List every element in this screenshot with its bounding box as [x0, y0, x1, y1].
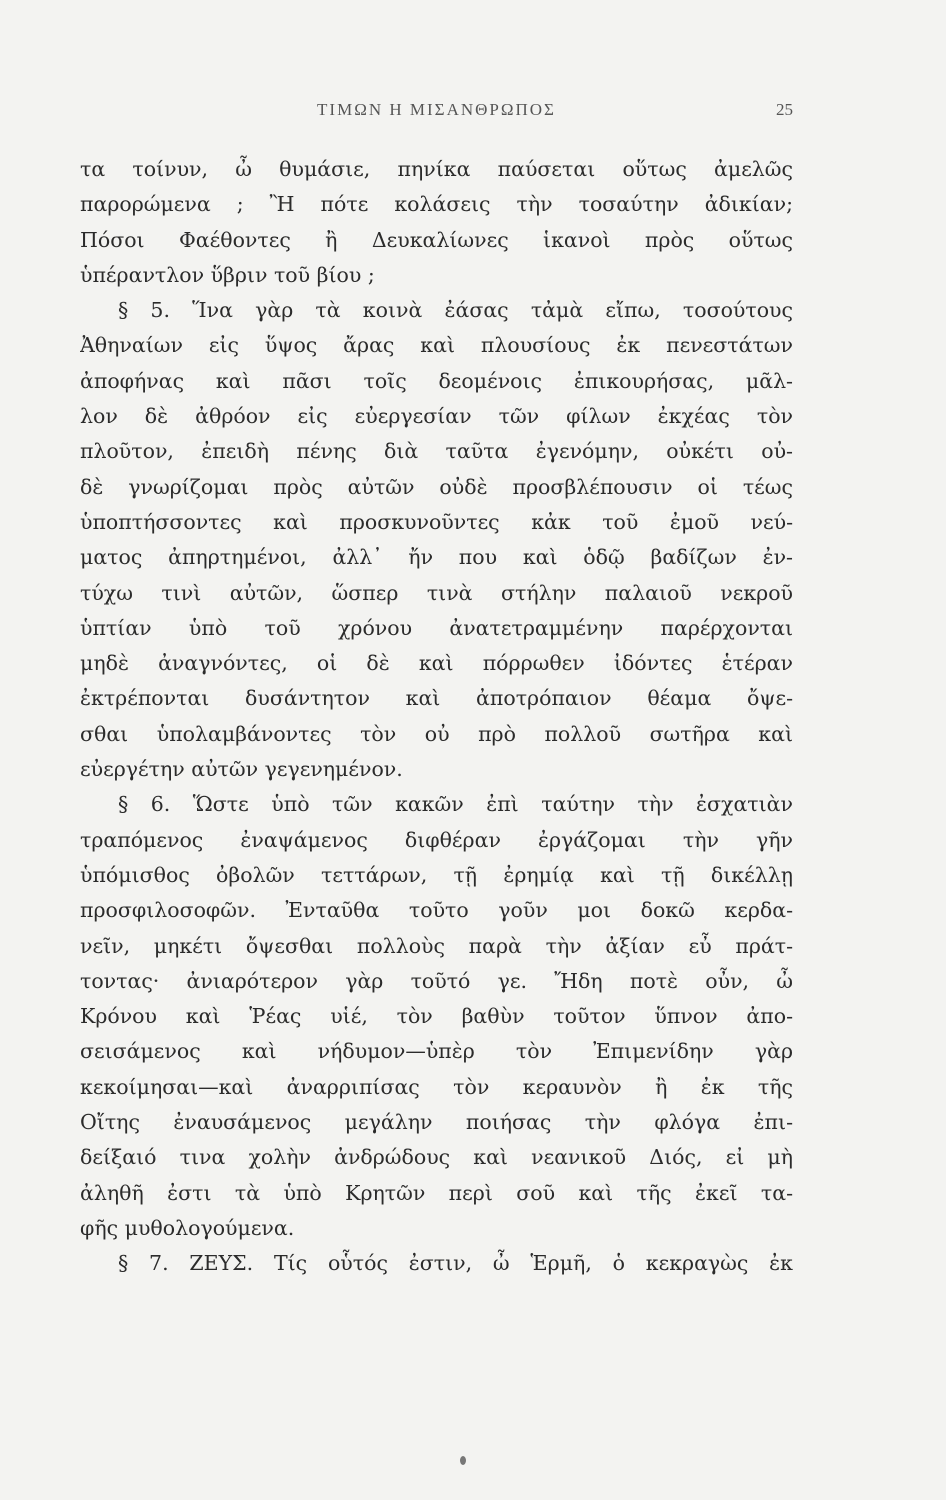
- page-number: 25: [776, 100, 793, 119]
- text-line: προσφιλοσοφῶν. Ἐνταῦθα τοῦτο γοῦν μοι δοκῶ κερδα-: [80, 898, 793, 923]
- text-line: τα τοίνυν, ὦ θυμάσιε, πηνίκα παύσεται οὕτως ἀμελῶς: [80, 157, 793, 181]
- text-line: § 6. Ὥστε ὑπὸ τῶν κακῶν ἐπὶ ταύτην τὴν ἐσχατιὰν: [118, 792, 793, 817]
- text-line: ματος ἀπηρτημένοι, ἀλλ᾽ ἤν που καὶ ὁδῷ βαδίζων ἐν-: [80, 545, 793, 570]
- body-text: [80, 152, 793, 1282]
- text-line: τραπόμενος ἐναψάμενος διφθέραν ἐργάζομαι τὴν γῆν: [80, 827, 793, 852]
- text-line: ἀληθῆ ἐστι τὰ ὑπὸ Κρητῶν περὶ σοῦ καὶ τῆς ἐκεῖ τα-: [80, 1180, 793, 1205]
- text-line: παρορώμενα ; Ἢ πότε κολάσεις τὴν τοσαύτην ἀδικίαν;: [80, 192, 793, 217]
- text-line: § 5. Ἵνα γὰρ τὰ κοινὰ ἐάσας τἀμὰ εἴπω, τοσούτους: [118, 298, 793, 323]
- running-title: ΤΙΜΩΝ Η ΜΙΣΑΝΘΡΩΠΟΣ: [317, 100, 556, 119]
- text-line: μηδὲ ἀναγνόντες, οἱ δὲ καὶ πόρρωθεν ἰδόντες ἑτέραν: [80, 651, 793, 676]
- page-header: [80, 100, 793, 140]
- text-line: λον δὲ ἀθρόον εἰς εὐεργεσίαν τῶν φίλων ἐκχέας τὸν: [80, 404, 793, 429]
- text-line: ὑπέραντλον ὕβριν τοῦ βίου ;: [80, 262, 375, 287]
- text-line: σεισάμενος καὶ νήδυμον—ὑπὲρ τὸν Ἐπιμενίδην γὰρ: [80, 1039, 793, 1064]
- text-line: εὐεργέτην αὐτῶν γεγενημένον.: [80, 757, 403, 782]
- text-line: ὑπόμισθος ὀβολῶν τεττάρων, τῇ ἐρημίᾳ καὶ τῇ δικέλλῃ: [80, 862, 793, 887]
- text-line: Οἴτης ἐναυσάμενος μεγάλην ποιήσας τὴν φλόγα ἐπι-: [80, 1110, 793, 1135]
- text-line: Ἀθηναίων εἰς ὕψος ἄρας καὶ πλουσίους ἐκ πενεστάτων: [80, 333, 793, 358]
- text-line: ἀποφήνας καὶ πᾶσι τοῖς δεομένοις ἐπικουρήσας, μᾶλ-: [80, 368, 793, 393]
- text-line: δείξαιό τινα χολὴν ἀνδρώδους καὶ νεανικοῦ Διός, εἰ μὴ: [80, 1145, 793, 1170]
- text-line: τύχω τινὶ αὐτῶν, ὥσπερ τινὰ στήλην παλαιοῦ νεκροῦ: [80, 580, 793, 605]
- text-line: σθαι ὑπολαμβάνοντες τὸν οὐ πρὸ πολλοῦ σωτῆρα καὶ: [80, 721, 793, 746]
- text-line: τοντας· ἀνιαρότερον γὰρ τοῦτό γε. Ἤδη ποτὲ οὖν, ὦ: [80, 968, 793, 993]
- text-line: φῆς μυθολογούμενα.: [80, 1215, 295, 1240]
- text-line: § 7. ΖΕΥΣ. Τίς οὗτός ἐστιν, ὦ Ἑρμῆ, ὁ κεκραγὼς ἐκ: [118, 1251, 793, 1276]
- text-line: Πόσοι Φαέθοντες ἢ Δευκαλίωνες ἱκανοὶ πρὸς οὕτως: [80, 227, 793, 252]
- text-line: Κρόνου καὶ Ῥέας υἱέ, τὸν βαθὺν τοῦτον ὕπνον ἀπο-: [80, 1004, 793, 1029]
- text-line: πλοῦτον, ἐπειδὴ πένης διὰ ταῦτα ἐγενόμην, οὐκέτι οὐ-: [80, 439, 793, 464]
- text-line: κεκοίμησαι—καὶ ἀναρριπίσας τὸν κεραυνὸν ἢ ἐκ τῆς: [80, 1074, 793, 1099]
- ink-spot: [460, 1456, 466, 1465]
- text-line: νεῖν, μηκέτι ὄψεσθαι πολλοὺς παρὰ τὴν ἀξίαν εὖ πράτ-: [80, 933, 793, 958]
- text-line: ὑποπτήσσοντες καὶ προσκυνοῦντες κἀκ τοῦ ἐμοῦ νεύ-: [80, 509, 793, 534]
- text-line: ὑπτίαν ὑπὸ τοῦ χρόνου ἀνατετραμμένην παρέρχονται: [80, 615, 793, 640]
- text-line: ἐκτρέπονται δυσάντητον καὶ ἀποτρόπαιον θέαμα ὄψε-: [80, 686, 793, 711]
- text-line: δὲ γνωρίζομαι πρὸς αὐτῶν οὐδὲ προσβλέπουσιν οἱ τέως: [80, 474, 793, 499]
